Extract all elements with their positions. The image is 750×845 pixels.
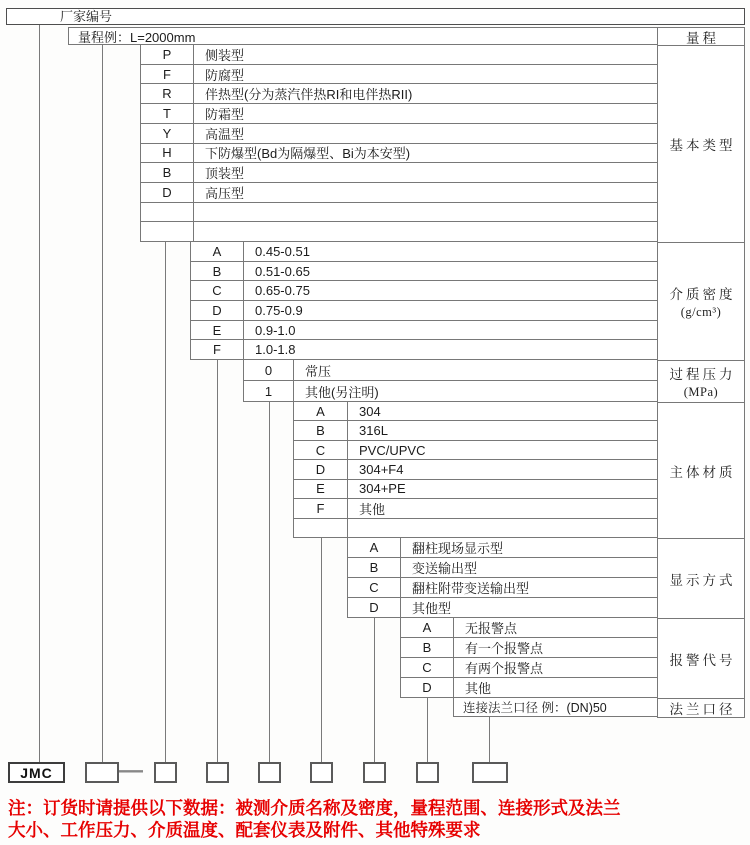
code-cell: F bbox=[294, 499, 348, 517]
code-cell: C bbox=[348, 578, 401, 597]
code-cell: C bbox=[294, 441, 348, 459]
label-pressure: 过程压力 (MPa) bbox=[658, 361, 744, 403]
desc-cell: 变送输出型 bbox=[412, 561, 478, 576]
desc-cell bbox=[348, 519, 657, 537]
connector-line-display bbox=[374, 618, 375, 762]
table-row-empty bbox=[294, 519, 657, 538]
code-cell: C bbox=[191, 281, 244, 300]
code-cell: F bbox=[141, 65, 194, 84]
desc-cell: 其他 bbox=[359, 501, 386, 517]
code-box-density bbox=[206, 762, 229, 783]
label-flange: 法兰口径 bbox=[658, 699, 744, 718]
code-cell: E bbox=[191, 321, 244, 340]
code-cell: P bbox=[141, 45, 194, 64]
desc-cell: 0.9-1.0 bbox=[255, 322, 296, 338]
code-cell bbox=[141, 203, 194, 222]
table-row bbox=[141, 163, 657, 183]
table-row bbox=[141, 183, 657, 203]
table-row bbox=[191, 321, 657, 341]
table-row bbox=[348, 558, 657, 578]
range-row bbox=[68, 27, 657, 45]
code-cell bbox=[141, 222, 194, 241]
desc-cell: 有两个报警点 bbox=[465, 661, 544, 676]
flange-row-text: 连接法兰口径 例：(DN)50 bbox=[463, 701, 607, 715]
code-cell: H bbox=[141, 144, 194, 163]
label-density: 介质密度 (g/cm³) bbox=[658, 243, 744, 361]
factory-number-label: 厂家编号 bbox=[60, 8, 113, 24]
block-basic-type bbox=[140, 45, 657, 242]
model-prefix-box: JMC bbox=[8, 762, 65, 783]
table-row bbox=[141, 124, 657, 144]
desc-cell: 0.75-0.9 bbox=[255, 302, 303, 318]
desc-cell: 防霜型 bbox=[205, 106, 245, 122]
desc-cell bbox=[194, 222, 657, 241]
desc-cell: 1.0-1.8 bbox=[255, 342, 296, 358]
code-box-alarm bbox=[416, 762, 439, 783]
desc-cell: 0.65-0.75 bbox=[255, 283, 310, 299]
desc-cell: 翻柱现场显示型 bbox=[412, 541, 504, 556]
desc-cell: 高温型 bbox=[205, 126, 245, 142]
desc-cell: 0.51-0.65 bbox=[255, 263, 310, 279]
desc-cell bbox=[194, 203, 657, 222]
connector-line-factory bbox=[39, 25, 40, 762]
table-row bbox=[294, 441, 657, 460]
table-row bbox=[294, 421, 657, 440]
table-row bbox=[348, 538, 657, 558]
desc-cell: 翻柱附带变送输出型 bbox=[412, 581, 530, 596]
code-cell: A bbox=[294, 402, 348, 420]
desc-cell: 高压型 bbox=[205, 185, 245, 201]
block-alarm-code bbox=[400, 618, 657, 698]
table-row bbox=[141, 104, 657, 124]
table-row bbox=[401, 638, 657, 658]
table-row bbox=[191, 301, 657, 321]
table-row bbox=[141, 65, 657, 85]
code-cell: A bbox=[191, 242, 244, 261]
block-density bbox=[190, 242, 657, 360]
category-label-column bbox=[657, 27, 745, 718]
desc-cell: 下防爆型(Bd为隔爆型、Bi为本安型) bbox=[205, 146, 411, 162]
code-box-display bbox=[363, 762, 386, 783]
desc-cell: 侧装型 bbox=[205, 47, 245, 63]
connector-line-flange bbox=[489, 717, 490, 762]
table-row bbox=[244, 360, 657, 381]
code-cell: B bbox=[294, 421, 348, 439]
connector-line-range bbox=[102, 45, 103, 762]
desc-cell: 有一个报警点 bbox=[465, 641, 544, 656]
table-row bbox=[401, 678, 657, 698]
desc-cell: 伴热型(分为蒸汽伴热RI和电伴热RII) bbox=[205, 87, 413, 103]
code-cell: F bbox=[191, 340, 244, 359]
code-box-pressure bbox=[258, 762, 281, 783]
code-cell: D bbox=[348, 598, 401, 617]
desc-cell: 304+PE bbox=[359, 481, 406, 497]
table-row bbox=[401, 658, 657, 678]
block-pressure bbox=[243, 360, 657, 402]
code-box-basic-type bbox=[154, 762, 177, 783]
code-box-material bbox=[310, 762, 333, 783]
table-row bbox=[141, 45, 657, 65]
table-row-empty bbox=[141, 203, 657, 223]
label-material: 主体材质 bbox=[658, 403, 744, 539]
label-display: 显示方式 bbox=[658, 539, 744, 619]
desc-cell: 无报警点 bbox=[465, 621, 518, 636]
connector-line-basic-type bbox=[165, 242, 166, 762]
desc-cell: 其他 bbox=[465, 681, 492, 696]
desc-cell: 316L bbox=[359, 423, 388, 439]
table-row bbox=[294, 460, 657, 479]
block-display-mode bbox=[347, 538, 657, 618]
code-cell: D bbox=[191, 301, 244, 320]
code-cell: A bbox=[348, 538, 401, 557]
flange-row bbox=[453, 698, 657, 717]
code-cell: B bbox=[401, 638, 454, 657]
code-cell bbox=[294, 519, 348, 537]
table-row bbox=[191, 262, 657, 282]
code-cell: C bbox=[401, 658, 454, 677]
factory-number-bar bbox=[6, 8, 745, 25]
desc-cell: 防腐型 bbox=[205, 67, 245, 83]
table-row bbox=[294, 402, 657, 421]
code-box-range bbox=[85, 762, 119, 783]
table-row bbox=[191, 340, 657, 360]
code-cell: 1 bbox=[244, 381, 294, 401]
label-alarm: 报警代号 bbox=[658, 619, 744, 699]
desc-cell: 0.45-0.51 bbox=[255, 243, 310, 259]
connector-line-density bbox=[217, 360, 218, 762]
connector-line-pressure bbox=[269, 402, 270, 762]
code-cell: B bbox=[141, 163, 194, 182]
table-row bbox=[348, 578, 657, 598]
code-cell: T bbox=[141, 104, 194, 123]
code-cell: Y bbox=[141, 124, 194, 143]
table-row bbox=[294, 480, 657, 499]
table-row bbox=[191, 242, 657, 262]
desc-cell: PVC/UPVC bbox=[359, 442, 426, 458]
range-row-text: 量程例：L=2000mm bbox=[78, 29, 196, 45]
ordering-note bbox=[8, 797, 748, 841]
table-row bbox=[141, 84, 657, 104]
code-cell: A bbox=[401, 618, 454, 637]
code-cell: B bbox=[191, 262, 244, 281]
connector-line-alarm bbox=[427, 698, 428, 762]
block-material bbox=[293, 402, 657, 538]
dash-separator: — bbox=[119, 757, 143, 784]
code-cell: E bbox=[294, 480, 348, 498]
label-basic-type: 基本类型 bbox=[658, 46, 744, 243]
desc-cell: 304+F4 bbox=[359, 461, 404, 477]
code-cell: 0 bbox=[244, 360, 294, 380]
table-row-empty bbox=[141, 222, 657, 242]
code-cell: D bbox=[294, 460, 348, 478]
desc-cell: 常压 bbox=[305, 363, 332, 379]
code-cell: D bbox=[401, 678, 454, 697]
code-box-flange bbox=[472, 762, 508, 783]
label-range: 量程 bbox=[658, 28, 744, 46]
code-cell: B bbox=[348, 558, 401, 577]
code-cell: D bbox=[141, 183, 194, 202]
desc-cell: 其他(另注明) bbox=[305, 384, 379, 400]
table-row bbox=[401, 618, 657, 638]
desc-cell: 其他型 bbox=[412, 601, 452, 616]
desc-cell: 顶装型 bbox=[205, 166, 245, 182]
table-row bbox=[141, 144, 657, 164]
connector-line-material bbox=[321, 538, 322, 762]
desc-cell: 304 bbox=[359, 403, 381, 419]
table-row bbox=[348, 598, 657, 618]
ordering-note-line2: 大小、工作压力、介质温度、配套仪表及附件、其他特殊要求 bbox=[8, 820, 481, 840]
code-cell: R bbox=[141, 84, 194, 103]
table-row bbox=[294, 499, 657, 518]
table-row bbox=[191, 281, 657, 301]
ordering-note-line1: 注：订货时请提供以下数据：被测介质名称及密度，量程范围、连接形式及法兰 bbox=[8, 798, 621, 818]
table-row bbox=[244, 381, 657, 402]
